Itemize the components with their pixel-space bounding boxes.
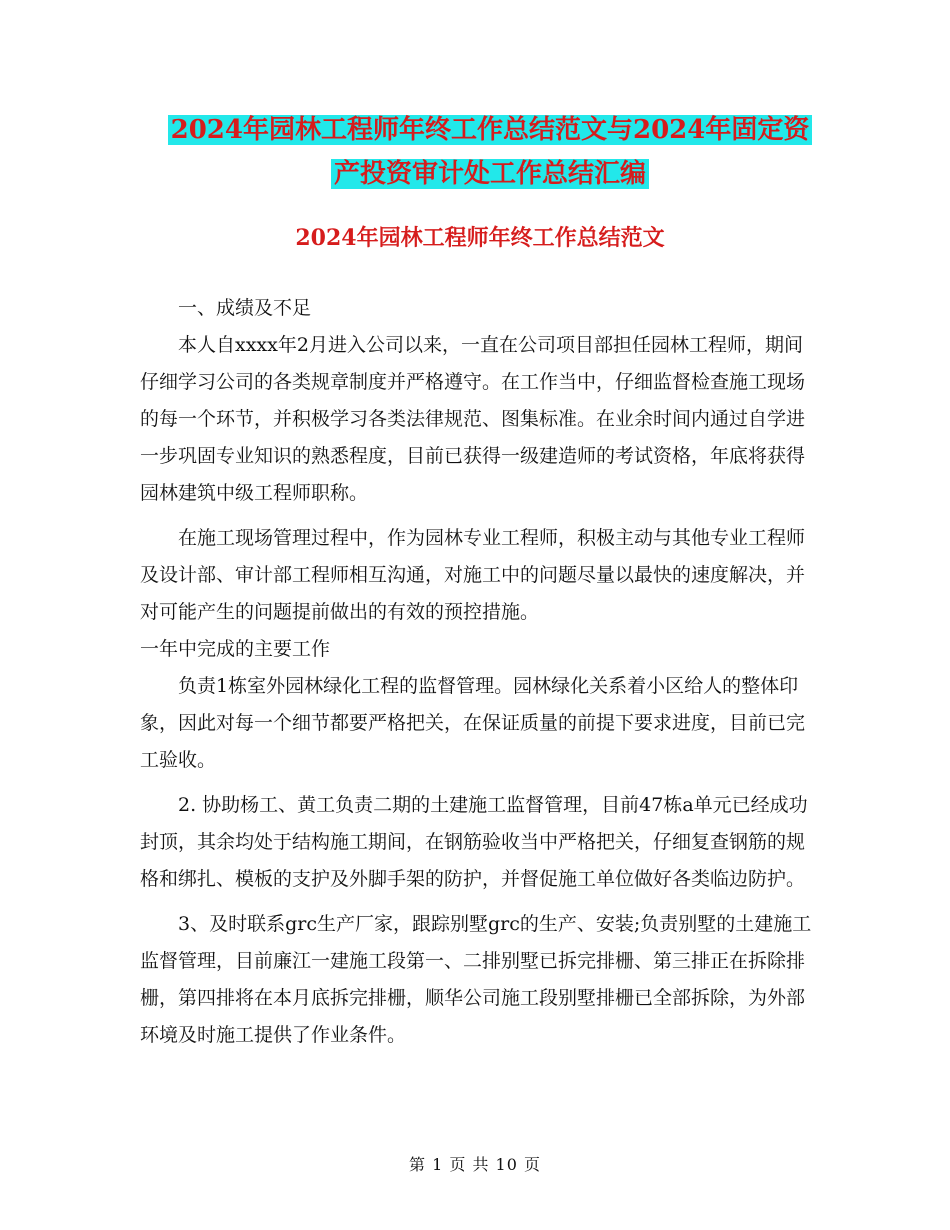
page-footer: 第 1 页 共 10 页 [409, 1155, 541, 1174]
document-title-line-1: 2024年园林工程师年终工作总结范文与2024年固定资 [168, 115, 813, 145]
paragraph-heading-main-work: 一年中完成的主要工作 [140, 638, 331, 660]
paragraph-work-item-2: 2. 协助杨工、黄工负责二期的土建施工监督管理，目前47栋a单元已经成功封顶，其余均处于结构施工期间，在钢筋验收当中严格把关，仔细复查钢筋的规格和绑扎、模板的支护及外脚手架的防护，并督促施工单位做好各类临边防护。 [140, 794, 808, 890]
paragraph-heading-achievements: 一、成绩及不足 [178, 297, 312, 319]
paragraph-work-item-1: 负责1栋室外园林绿化工程的监督管理。园林绿化关系着小区给人的整体印象，因此对每一个细节都要严格把关，在保证质量的前提下要求进度，目前已完工验收。 [140, 675, 806, 771]
paragraph-intro: 本人自xxxx年2月进入公司以来，一直在公司项目部担任园林工程师，期间仔细学习公司的各类规章制度并严格遵守。在工作当中，仔细监督检查施工现场的每一个环节，并积极学习各类法律规范、图集标准。在业余时间内通过自学进一步巩固专业知识的熟悉程度，目前已获得一级建造师的考试资格，年底将获得园林建筑中级工程师职称。 [140, 334, 806, 504]
document-title-line-2: 产投资审计处工作总结汇编 [331, 159, 649, 189]
section-title: 2024年园林工程师年终工作总结范文 [295, 225, 665, 251]
document-title [130, 108, 850, 196]
document-body [140, 290, 820, 1062]
paragraph-work-item-3: 3、及时联系grc生产厂家，跟踪别墅grc的生产、安装;负责别墅的土建施工监督管理，目前廉江一建施工段第一、二排别墅已拆完排栅、第三排正在拆除排栅，第四排将在本月底拆完排栅，顺华公司施工段别墅排栅已全部拆除，为外部环境及时施工提供了作业条件。 [140, 913, 812, 1046]
paragraph-site-management: 在施工现场管理过程中，作为园林专业工程师，积极主动与其他专业工程师及设计部、审计部工程师相互沟通，对施工中的问题尽量以最快的速度解决，并对可能产生的问题提前做出的有效的预控措施。 [140, 527, 806, 623]
